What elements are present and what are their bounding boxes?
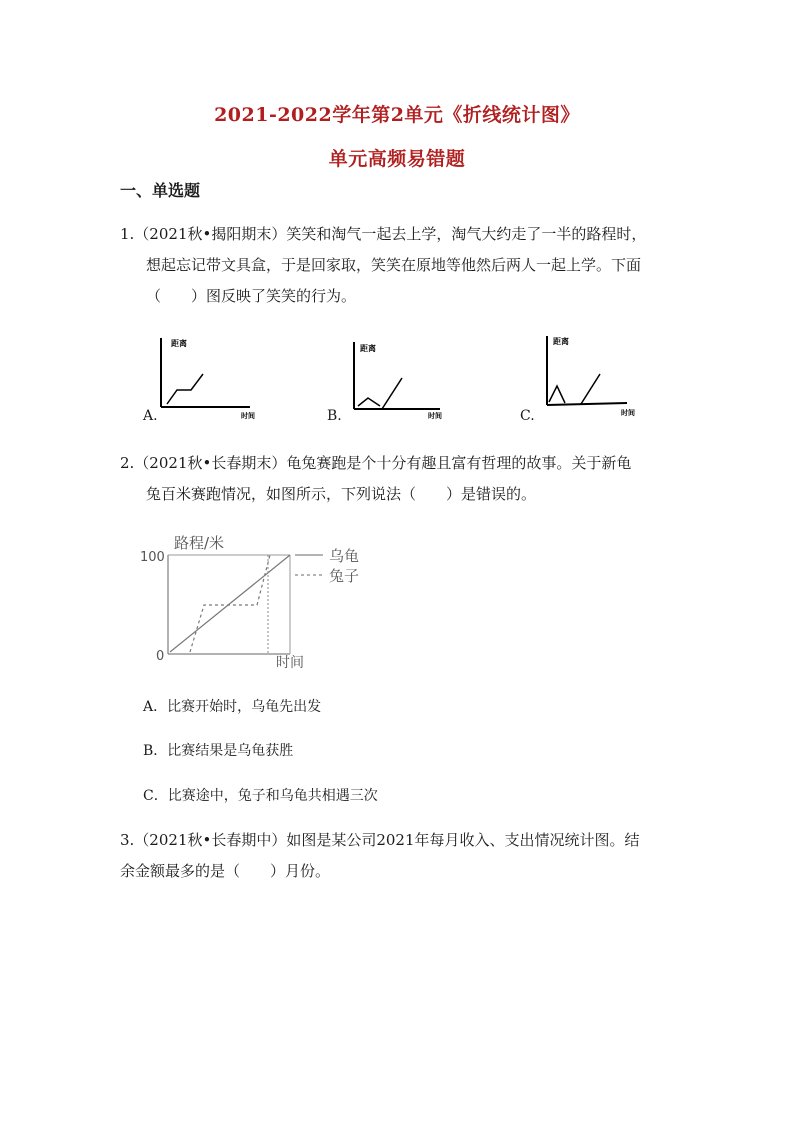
origin-label: 0 [156, 649, 165, 664]
option-c-label[interactable]: C. [520, 408, 535, 424]
option-c-graph[interactable] [535, 330, 650, 422]
race-graph [140, 525, 380, 675]
y-axis-label: 路程/米 [174, 534, 225, 552]
y-tick-100: 100 [140, 550, 165, 565]
question-3-line-1: 3.（2021秋•长春期中）如图是某公司2021年每月收入、支出情况统计图。结 [120, 831, 640, 849]
option-b-graph[interactable] [340, 332, 450, 422]
title-line-2: 单元高频易错题 [328, 148, 466, 170]
option-a-label[interactable]: A. [143, 408, 158, 424]
y-axis-label: 距离 [360, 344, 376, 353]
option-b-label[interactable]: B. [327, 408, 342, 424]
y-axis-label: 距离 [553, 337, 569, 346]
legend-rabbit-label: 兔子 [329, 567, 360, 585]
question-3-line-2: 余金额最多的是（ ）月份。 [120, 862, 331, 880]
option-a[interactable]: A．比赛开始时，乌龟先出发 [143, 699, 322, 715]
graph-line [167, 374, 203, 404]
x-axis-label: 时间 [276, 655, 304, 671]
option-b[interactable]: B．比赛结果是乌龟获胜 [143, 743, 294, 759]
x-axis [547, 403, 627, 405]
x-axis-label: 时间 [241, 412, 255, 420]
x-axis-label: 时间 [428, 412, 442, 420]
x-axis-label: 时间 [621, 409, 635, 417]
option-a-graph[interactable] [155, 332, 265, 422]
graph-line-2 [382, 378, 402, 409]
question-1-line-2: 想起忘记带文具盒，于是回家取，笑笑在原地等他然后两人一起上学。下面 [146, 256, 642, 274]
legend-tortoise-label: 乌龟 [329, 547, 360, 565]
question-1-line-3: （ ）图反映了笑笑的行为。 [146, 287, 357, 305]
graph-line-2 [581, 374, 600, 404]
title-line-1: 2021-2022学年第2单元《折线统计图》 [214, 104, 580, 126]
y-axis-label: 距离 [171, 339, 187, 348]
question-2-line-1: 2.（2021秋•长春期末）龟兔赛跑是个十分有趣且富有哲理的故事。关于新龟 [120, 454, 632, 472]
graph-line-1 [549, 386, 565, 403]
question-2-line-2: 兔百米赛跑情况，如图所示，下列说法（ ）是错误的。 [146, 485, 537, 503]
graph-line-1 [358, 398, 380, 406]
option-c[interactable]: C．比赛途中，兔子和乌龟共相遇三次 [143, 788, 378, 804]
section-heading: 一、单选题 [120, 181, 201, 200]
tortoise-line [170, 555, 290, 652]
question-1-line-1: 1.（2021秋•揭阳期末）笑笑和淘气一起去上学，淘气大约走了一半的路程时， [120, 225, 647, 243]
